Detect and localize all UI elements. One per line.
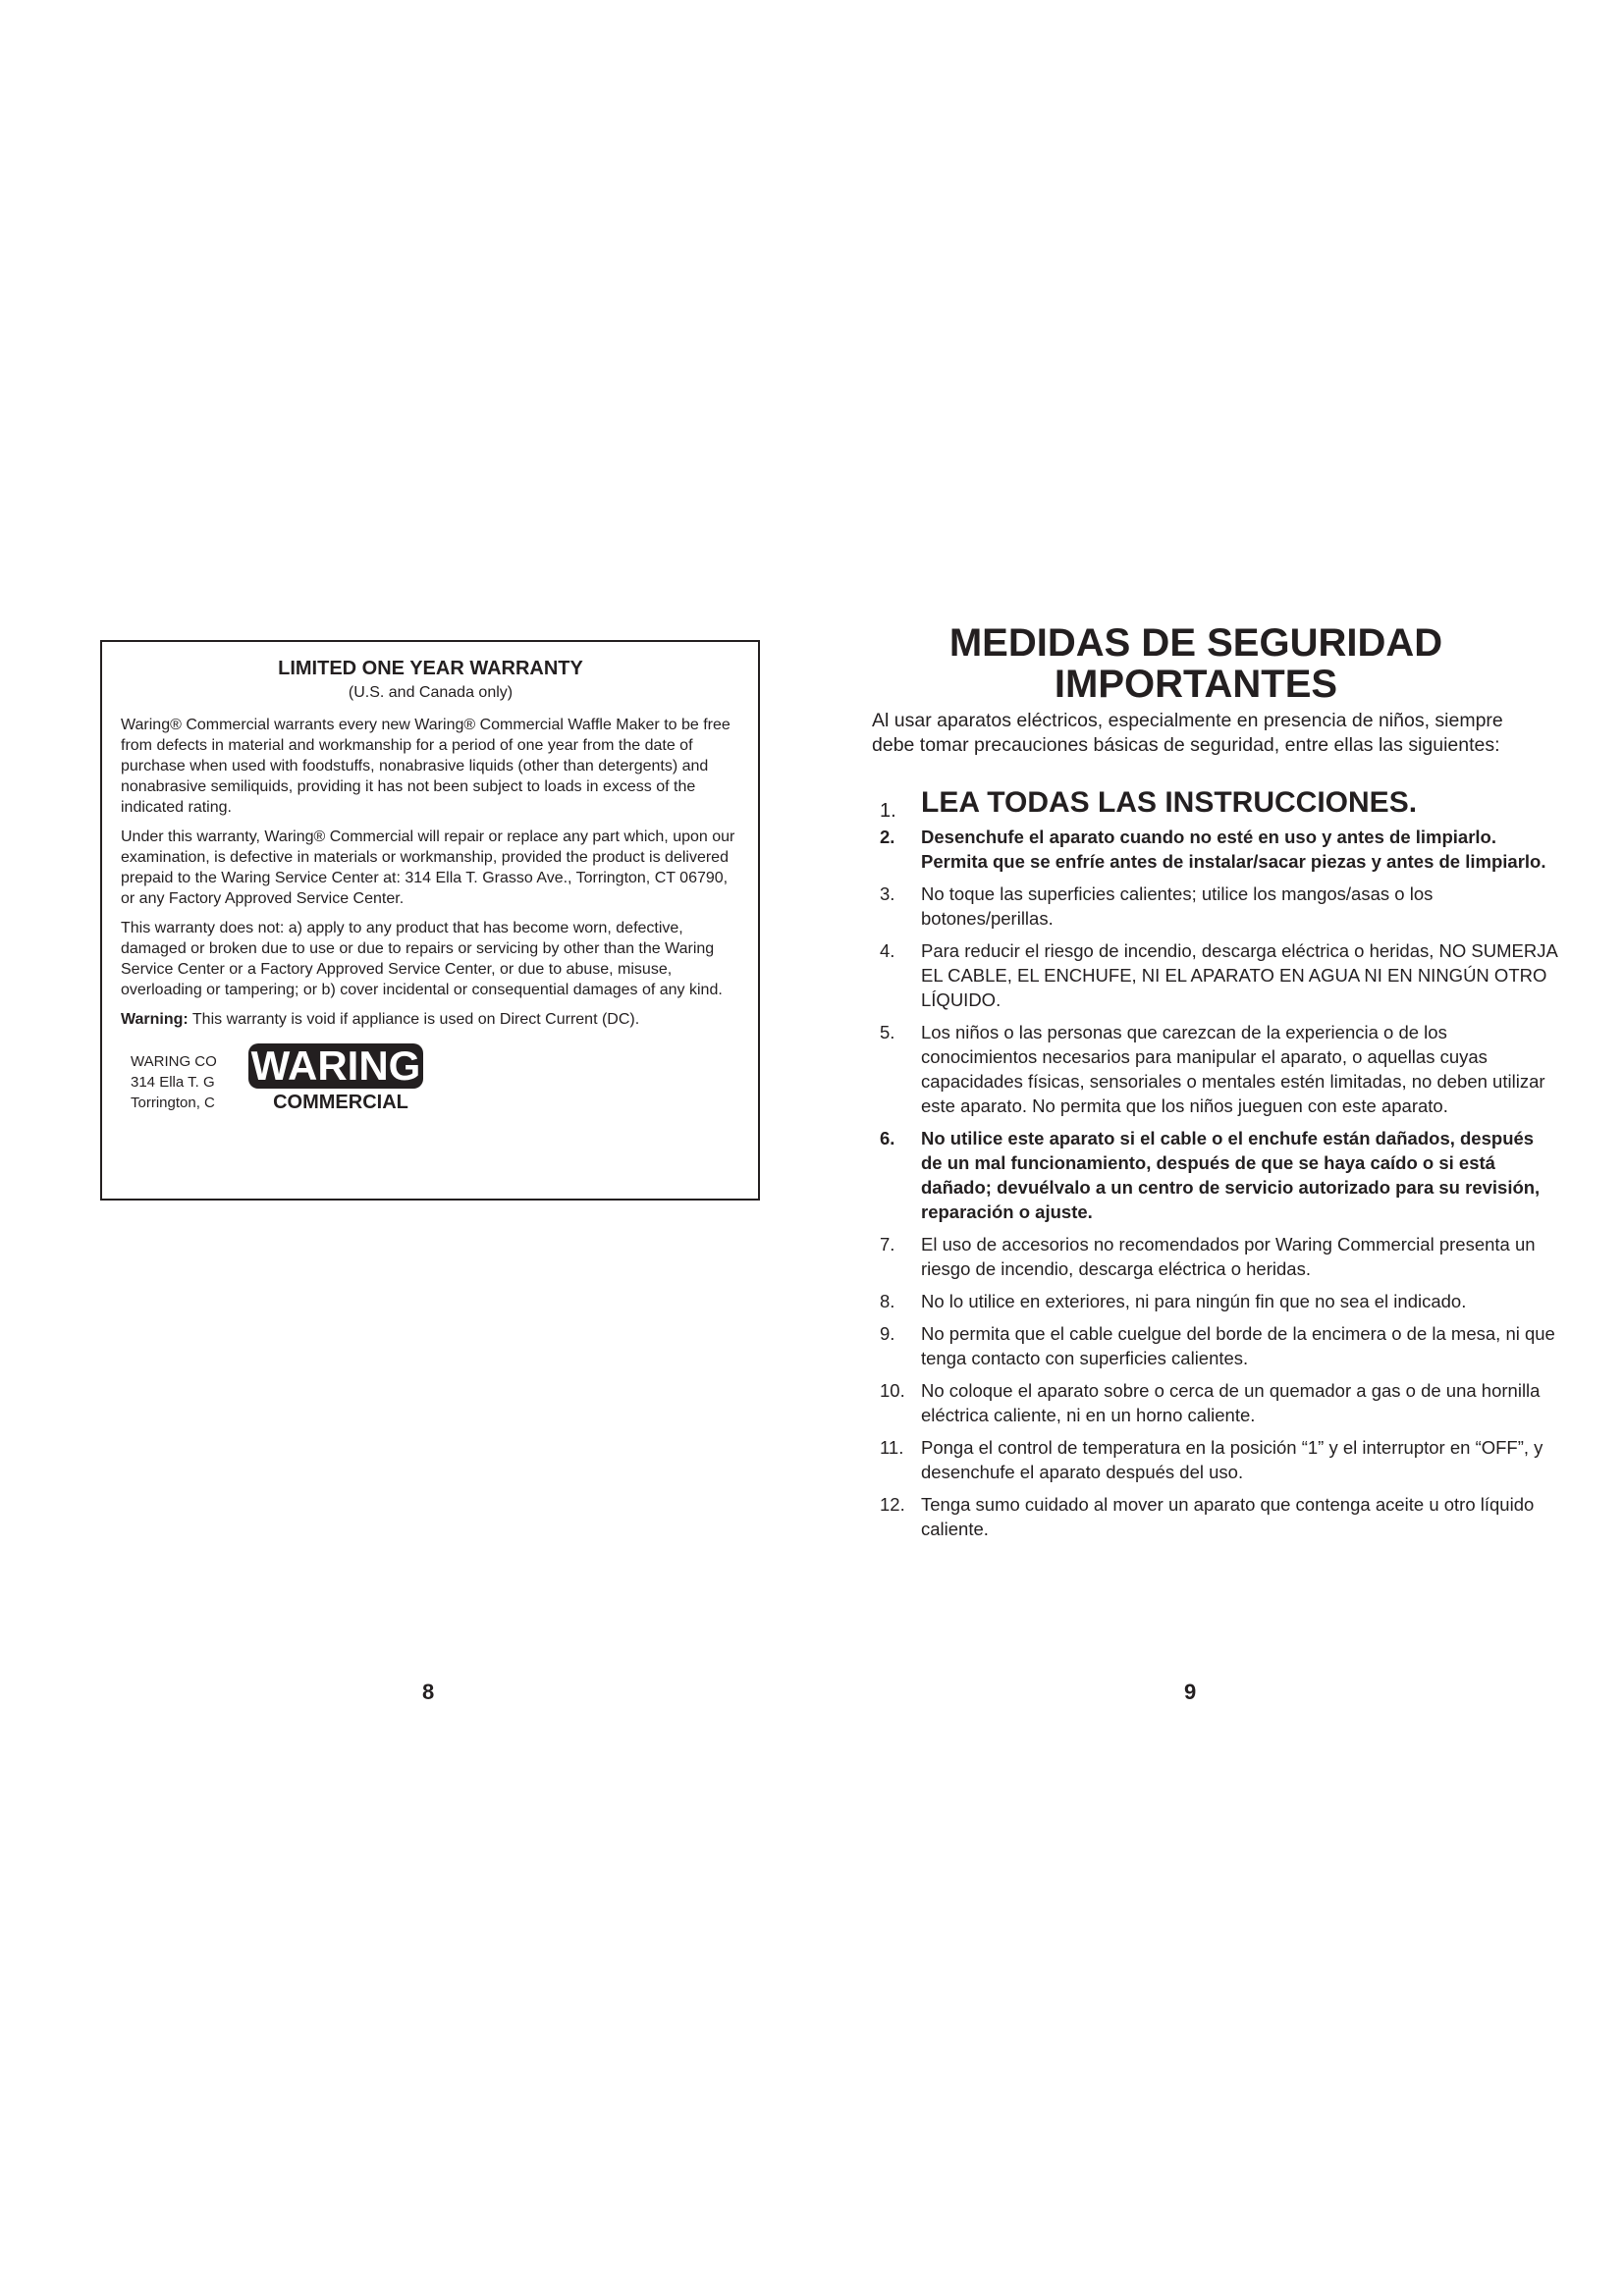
list-item-text: El uso de accesorios no recomendados por Waring Commercial presenta un riesgo de incendio, descarga eléctrica o heridas. (921, 1234, 1536, 1279)
list-item-number: 1. (880, 800, 896, 822)
list-item (870, 881, 1557, 931)
list-item-text: No utilice este aparato si el cable o el enchufe están dañados, después de un mal funcionamiento, después de que se haya caído o si está dañado; devuélvalo a un centro de servicio autorizado para su revisión, reparación o ajuste. (921, 1128, 1541, 1222)
list-item (870, 1378, 1557, 1427)
page-number-left: 8 (422, 1680, 435, 1704)
address-block (121, 1042, 740, 1120)
warranty-title: LIMITED ONE YEAR WARRANTY (278, 658, 583, 679)
list-item-number: 7. (880, 1234, 895, 1255)
logo-waring-text: WARING (250, 1042, 421, 1089)
warranty-warning (121, 1009, 740, 1030)
list-item-number: 2. (880, 827, 895, 847)
warranty-paragraph-3: This warranty does not: a) apply to any product that has become worn, defective, damaged or broken due to use or due to repairs or servicing by other than the Waring Service Center or a Factory Approved Service Center, or due to abuse, misuse, overloading or tampering; or b) cover incidental or consequential damages of any kind. (121, 920, 723, 998)
safety-list (870, 785, 1557, 1549)
page-number-right: 9 (1184, 1680, 1197, 1704)
list-item (870, 1126, 1557, 1224)
list-item-text: No toque las superficies calientes; utilice los mangos/asas o los botones/perillas. (921, 883, 1434, 929)
list-item-text: Ponga el control de temperatura en la posición “1” y el interruptor en “OFF”, y desenchufe el aparato después del uso. (921, 1437, 1543, 1482)
warranty-paragraph-2: Under this warranty, Waring® Commercial will repair or replace any part which, upon our examination, is defective in materials or workmanship, provided the product is delivered prepaid to the Waring Service Center at: 314 Ella T. Grasso Ave., Torrington, CT 06790, or any Factory Approved Service Center. (121, 828, 735, 907)
list-item-text: Los niños o las personas que carezcan de la experiencia o de los conocimientos necesarios para manipular el aparato, o aquellas cuyas capacidades físicas, sensoriales o mentales estén limitadas, no deben utilizar este aparato. No permita que los niños jueguen con este aparato. (921, 1022, 1545, 1116)
list-item-number: 8. (880, 1291, 895, 1311)
page-heading (864, 622, 1528, 705)
list-item-text: LEA TODAS LAS INSTRUCCIONES. (921, 786, 1418, 819)
list-item (870, 785, 1557, 821)
list-item-number: 11. (880, 1437, 904, 1458)
list-item-text: Para reducir el riesgo de incendio, descarga eléctrica o heridas, NO SUMERJA EL CABLE, EL ENCHUFE, NI EL APARATO EN AGUA NI EN NINGÚN OTRO LÍQUIDO. (921, 940, 1557, 1010)
list-item (870, 1289, 1557, 1313)
list-item-number: 12. (880, 1494, 905, 1515)
list-item (870, 1492, 1557, 1541)
warranty-box (100, 640, 760, 1201)
list-item-text: No lo utilice en exteriores, ni para ningún fin que no sea el indicado. (921, 1291, 1467, 1311)
address-line-1: WARING CO (131, 1053, 217, 1070)
list-item-number: 3. (880, 883, 895, 904)
warning-text: This warranty is void if appliance is used on Direct Current (DC). (188, 1011, 640, 1028)
waring-commercial-logo (246, 1041, 429, 1116)
list-item (870, 1232, 1557, 1281)
list-item (870, 938, 1557, 1012)
list-item (870, 1435, 1557, 1484)
address-line-3: Torrington, C (131, 1095, 215, 1111)
address-line-2: 314 Ella T. G (131, 1074, 215, 1091)
intro-text: Al usar aparatos eléctricos, especialmente en presencia de niños, siempre debe tomar precauciones básicas de seguridad, entre ellas las siguientes: (872, 710, 1503, 756)
list-item-number: 10. (880, 1380, 905, 1401)
list-item-text: No coloque el aparato sobre o cerca de un quemador a gas o de una hornilla eléctrica caliente, ni en un horno caliente. (921, 1380, 1541, 1425)
list-item (870, 1020, 1557, 1118)
list-item-text: Tenga sumo cuidado al mover un aparato que contenga aceite u otro líquido caliente. (921, 1494, 1535, 1539)
list-item-number: 4. (880, 940, 895, 961)
warranty-paragraph-1: Waring® Commercial warrants every new Waring® Commercial Waffle Maker to be free from defects in material and workmanship for a period of one year from the date of purchase when used with foodstuffs, nonabrasive liquids (other than detergents) and nonabrasive semiliquids, providing it has not been subject to loads in excess of the indicated rating. (121, 717, 731, 816)
list-item (870, 825, 1557, 874)
warranty-subtitle: (U.S. and Canada only) (348, 684, 514, 701)
list-item (870, 1321, 1557, 1370)
list-item-number: 5. (880, 1022, 895, 1042)
heading-line-2: IMPORTANTES (1054, 663, 1338, 706)
warning-label: Warning: (121, 1011, 189, 1028)
list-item-number: 6. (880, 1128, 895, 1148)
heading-line-1: MEDIDAS DE SEGURIDAD (948, 621, 1443, 665)
list-item-text: No permita que el cable cuelgue del borde de la encimera o de la mesa, ni que tenga contacto con superficies calientes. (921, 1323, 1555, 1368)
list-item-number: 9. (880, 1323, 895, 1344)
logo-commercial-text: COMMERCIAL (273, 1092, 408, 1113)
list-item-text: Desenchufe el aparato cuando no esté en uso y antes de limpiarlo. Permita que se enfríe antes de instalar/sacar piezas y antes de limpiarlo. (921, 827, 1546, 872)
